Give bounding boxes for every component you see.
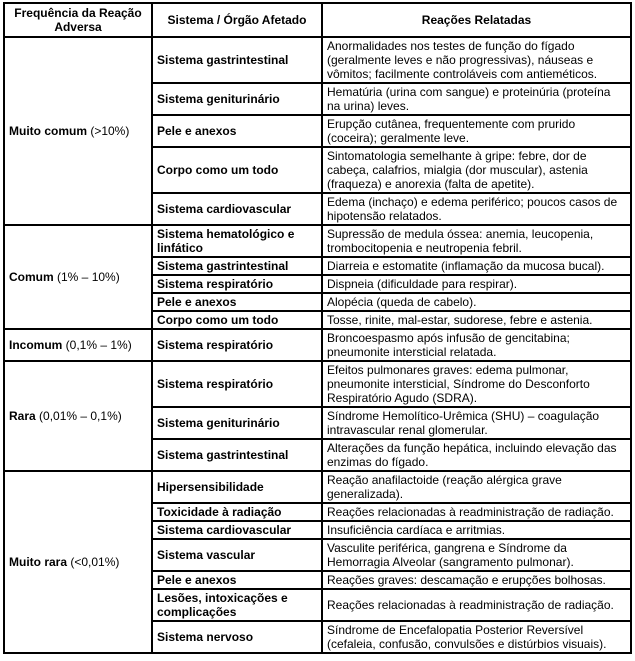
system-cell: Pele e anexos (152, 293, 322, 311)
frequency-range: (0,01% – 0,1%) (35, 409, 122, 423)
frequency-label: Muito comum (9, 124, 87, 138)
table-row (4, 471, 631, 503)
system-cell: Sistema gastrintestinal (152, 439, 322, 471)
reactions-cell: Alterações da função hepática, incluindo elevação das enzimas do fígado. (322, 439, 631, 471)
system-cell: Lesões, intoxicações e complicações (152, 589, 322, 621)
frequency-cell (4, 329, 152, 361)
frequency-cell (4, 37, 152, 225)
frequency-range: (1% – 10%) (53, 270, 120, 284)
system-cell: Sistema nervoso (152, 621, 322, 653)
system-cell: Sistema geniturinário (152, 83, 322, 115)
system-cell: Hipersensibilidade (152, 471, 322, 503)
reactions-cell: Síndrome de Encefalopatia Posterior Reversível (cefaleia, confusão, convulsões e distúrbios visuais). (322, 621, 631, 653)
system-cell: Sistema cardiovascular (152, 521, 322, 539)
system-cell: Sistema respiratório (152, 361, 322, 407)
adverse-reactions-table (3, 2, 632, 654)
reactions-cell: Alopécia (queda de cabelo). (322, 293, 631, 311)
reactions-cell: Reação anafilactoide (reação alérgica grave generalizada). (322, 471, 631, 503)
system-cell: Corpo como um todo (152, 147, 322, 193)
table-row (4, 225, 631, 257)
frequency-label: Incomum (9, 338, 63, 352)
frequency-label: Comum (9, 270, 54, 284)
reactions-cell: Diarreia e estomatite (inflamação da mucosa bucal). (322, 257, 631, 275)
table-row (4, 329, 631, 361)
frequency-label: Muito rara (9, 555, 68, 569)
reactions-cell: Hematúria (urina com sangue) e proteinúria (proteína na urina) leves. (322, 83, 631, 115)
reactions-cell: Síndrome Hemolítico-Urêmica (SHU) – coagulação intravascular renal glomerular. (322, 407, 631, 439)
system-cell: Toxicidade à radiação (152, 503, 322, 521)
system-cell: Sistema cardiovascular (152, 193, 322, 225)
frequency-cell (4, 471, 152, 653)
reactions-cell: Insuficiência cardíaca e arritmias. (322, 521, 631, 539)
reactions-cell: Erupção cutânea, frequentemente com prurido (coceira); geralmente leve. (322, 115, 631, 147)
frequency-cell (4, 361, 152, 471)
frequency-range: (0,1% – 1%) (62, 338, 132, 352)
table-header (4, 3, 631, 37)
table-row (4, 361, 631, 407)
reactions-cell: Reações relacionadas à readministração de radiação. (322, 503, 631, 521)
frequency-range: (>10%) (87, 124, 130, 138)
reactions-cell: Broncoespasmo após infusão de gencitabina; pneumonite intersticial relatada. (322, 329, 631, 361)
system-cell: Sistema hematológico e linfático (152, 225, 322, 257)
frequency-cell (4, 225, 152, 329)
system-cell: Sistema respiratório (152, 329, 322, 361)
header-row (4, 3, 631, 37)
reactions-cell: Vasculite periférica, gangrena e Síndrome da Hemorragia Alveolar (sangramento pulmonar). (322, 539, 631, 571)
table-body (4, 37, 631, 653)
system-cell: Sistema vascular (152, 539, 322, 571)
system-cell: Corpo como um todo (152, 311, 322, 329)
system-cell: Sistema geniturinário (152, 407, 322, 439)
system-cell: Pele e anexos (152, 571, 322, 589)
col-header-system: Sistema / Órgão Afetado (152, 3, 322, 37)
reactions-cell: Edema (inchaço) e edema periférico; poucos casos de hipotensão relatados. (322, 193, 631, 225)
reactions-cell: Anormalidades nos testes de função do fígado (geralmente leves e não progressivas), náuseas e vômitos; facilmente controláveis com antieméticos. (322, 37, 631, 83)
reactions-cell: Tosse, rinite, mal-estar, sudorese, febre e astenia. (322, 311, 631, 329)
frequency-range: (<0,01%) (67, 555, 120, 569)
reactions-cell: Dispneia (dificuldade para respirar). (322, 275, 631, 293)
reactions-cell: Efeitos pulmonares graves: edema pulmonar, pneumonite intersticial, Síndrome do Desconforto Respiratório Agudo (SDRA). (322, 361, 631, 407)
reactions-cell: Sintomatologia semelhante à gripe: febre, dor de cabeça, calafrios, mialgia (dor muscular), astenia (fraqueza) e anorexia (falta de apetite). (322, 147, 631, 193)
system-cell: Sistema gastrintestinal (152, 37, 322, 83)
system-cell: Pele e anexos (152, 115, 322, 147)
reactions-cell: Reações relacionadas à readministração de radiação. (322, 589, 631, 621)
system-cell: Sistema gastrintestinal (152, 257, 322, 275)
reactions-cell: Reações graves: descamação e erupções bolhosas. (322, 571, 631, 589)
reactions-cell: Supressão de medula óssea: anemia, leucopenia, trombocitopenia e neutropenia febril. (322, 225, 631, 257)
frequency-label: Rara (9, 409, 36, 423)
col-header-frequency: Frequência da Reação Adversa (4, 3, 152, 37)
system-cell: Sistema respiratório (152, 275, 322, 293)
col-header-reactions: Reações Relatadas (322, 3, 631, 37)
table-row (4, 37, 631, 83)
